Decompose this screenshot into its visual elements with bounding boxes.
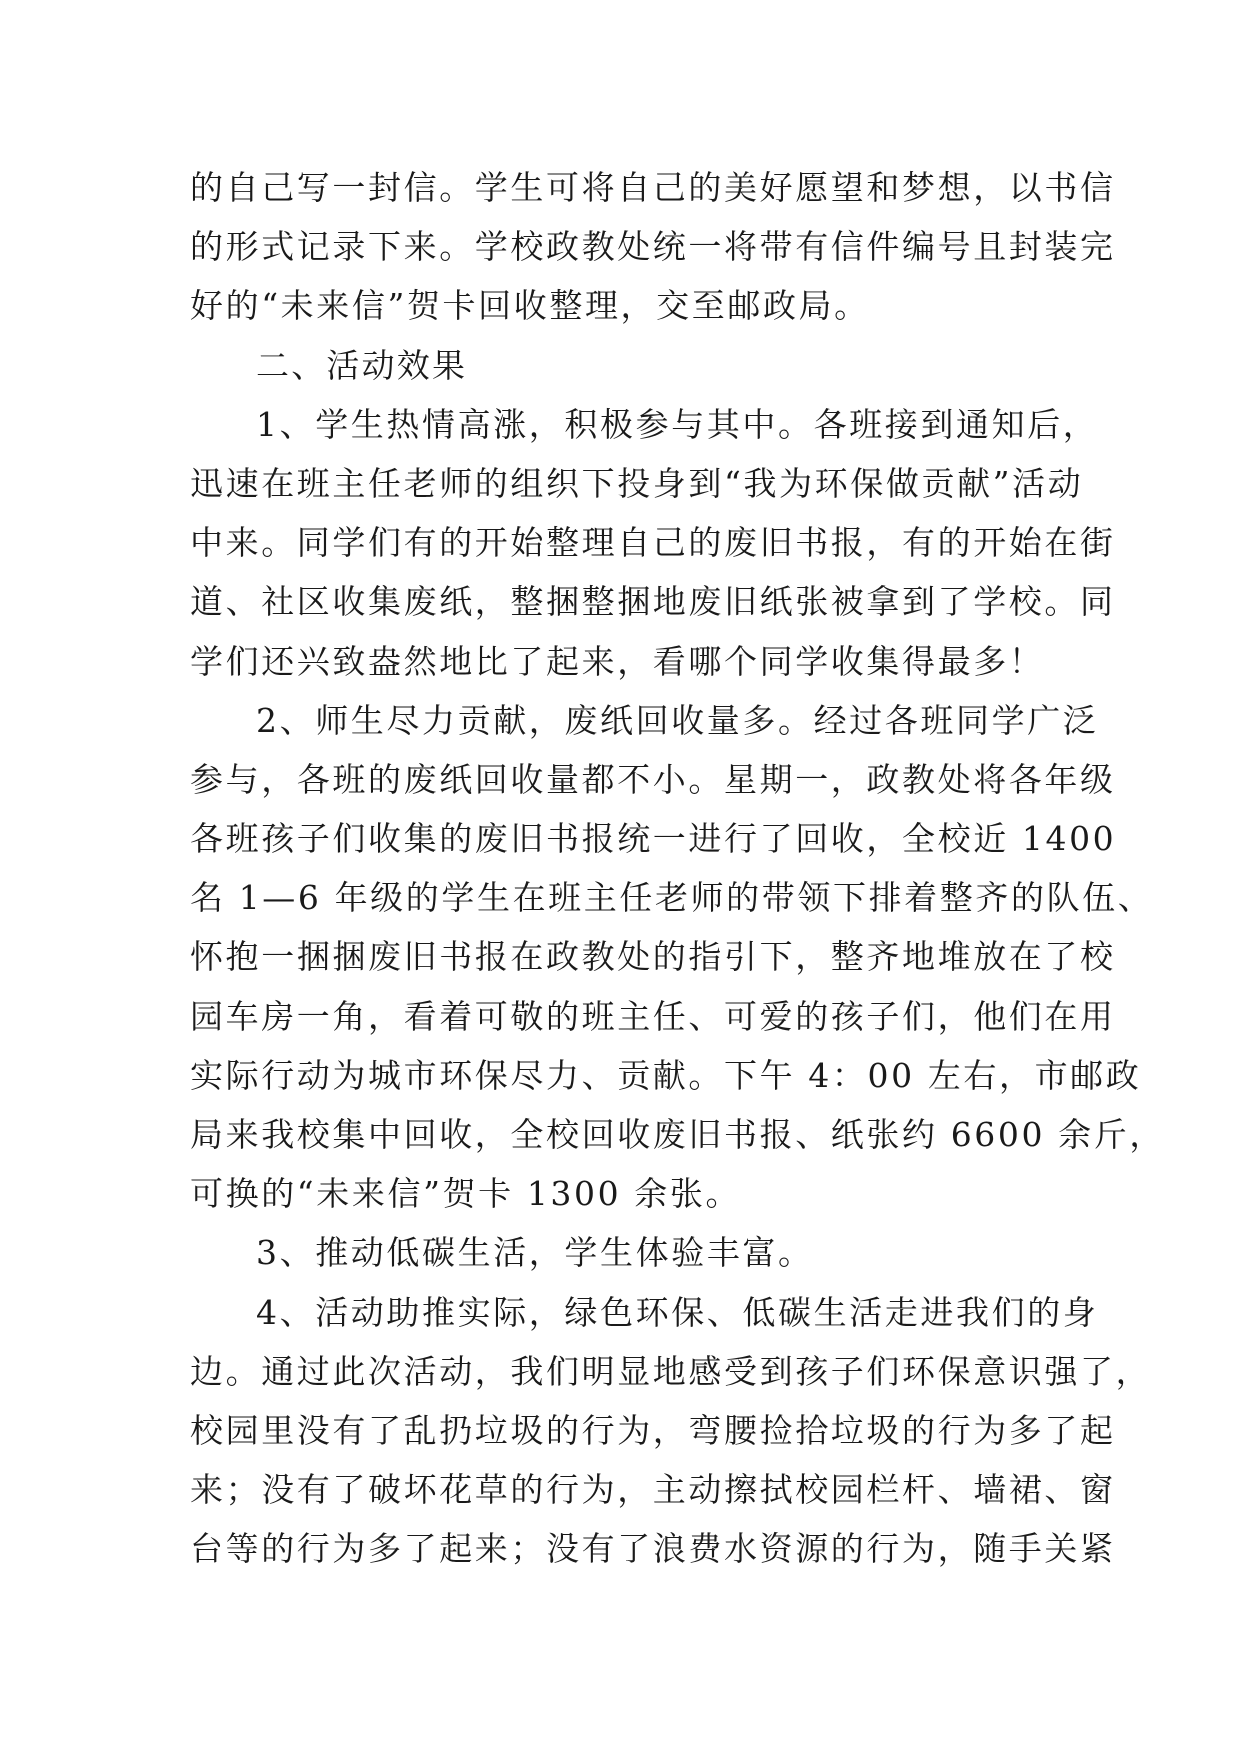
text-line: 的自己写一封信。学生可将自己的美好愿望和梦想，以书信 xyxy=(190,168,1116,207)
text-line: 道、社区收集废纸，整捆整捆地废旧纸张被拿到了学校。同 xyxy=(190,582,1116,622)
paragraph-start-line: 4、活动助推实际，绿色环保、低碳生活走进我们的身 xyxy=(256,1292,1099,1332)
text-line: 各班孩子们收集的废旧书报统一进行了回收，全校近 1400 xyxy=(190,819,1117,859)
text-line: 学们还兴致盎然地比了起来，看哪个同学收集得最多！ xyxy=(190,641,1045,681)
text-line: 参与，各班的废纸回收量都不小。星期一，政教处将各年级 xyxy=(190,759,1116,799)
paragraph-start-line: 1、学生热情高涨，积极参与其中。各班接到通知后， xyxy=(256,404,1099,444)
text-line: 台等的行为多了起来；没有了浪费水资源的行为，随手关紧 xyxy=(190,1529,1116,1569)
text-line: 园车房一角，看着可敬的班主任、可爱的孩子们，他们在用 xyxy=(190,996,1116,1036)
text-line: 好的“未来信”贺卡回收整理，交至邮政局。 xyxy=(190,286,870,326)
text-line: 怀抱一捆捆废旧书报在政教处的指引下，整齐地堆放在了校 xyxy=(190,937,1116,977)
section-heading: 二、活动效果 xyxy=(256,345,468,385)
paragraph-start-line: 2、师生尽力贡献，废纸回收量多。经过各班同学广泛 xyxy=(256,700,1099,740)
text-line: 名 1—6 年级的学生在班主任老师的带领下排着整齐的队伍、 xyxy=(190,878,1154,918)
text-line: 迅速在班主任老师的组织下投身到“我为环保做贡献”活动 xyxy=(190,463,1084,503)
text-line: 局来我校集中回收，全校回收废旧书报、纸张约 6600 余斤， xyxy=(190,1115,1165,1154)
document-body xyxy=(190,158,1165,1579)
text-line: 来；没有了破坏花草的行为，主动擦拭校园栏杆、墙裙、窗 xyxy=(190,1470,1116,1510)
text-line: 中来。同学们有的开始整理自己的废旧书报，有的开始在街 xyxy=(190,523,1116,563)
text-line: 可换的“未来信”贺卡 1300 余张。 xyxy=(190,1174,742,1214)
text-line: 校园里没有了乱扔垃圾的行为，弯腰捡拾垃圾的行为多了起 xyxy=(190,1410,1116,1450)
text-line: 边。通过此次活动，我们明显地感受到孩子们环保意识强了， xyxy=(190,1351,1152,1391)
text-line: 的形式记录下来。学校政教处统一将带有信件编号且封装完 xyxy=(190,227,1116,267)
text-line: 实际行动为城市环保尽力、贡献。下午 4：00 左右，市邮政 xyxy=(190,1055,1142,1095)
paragraph-start-line: 3、推动低碳生活，学生体验丰富。 xyxy=(256,1233,814,1273)
